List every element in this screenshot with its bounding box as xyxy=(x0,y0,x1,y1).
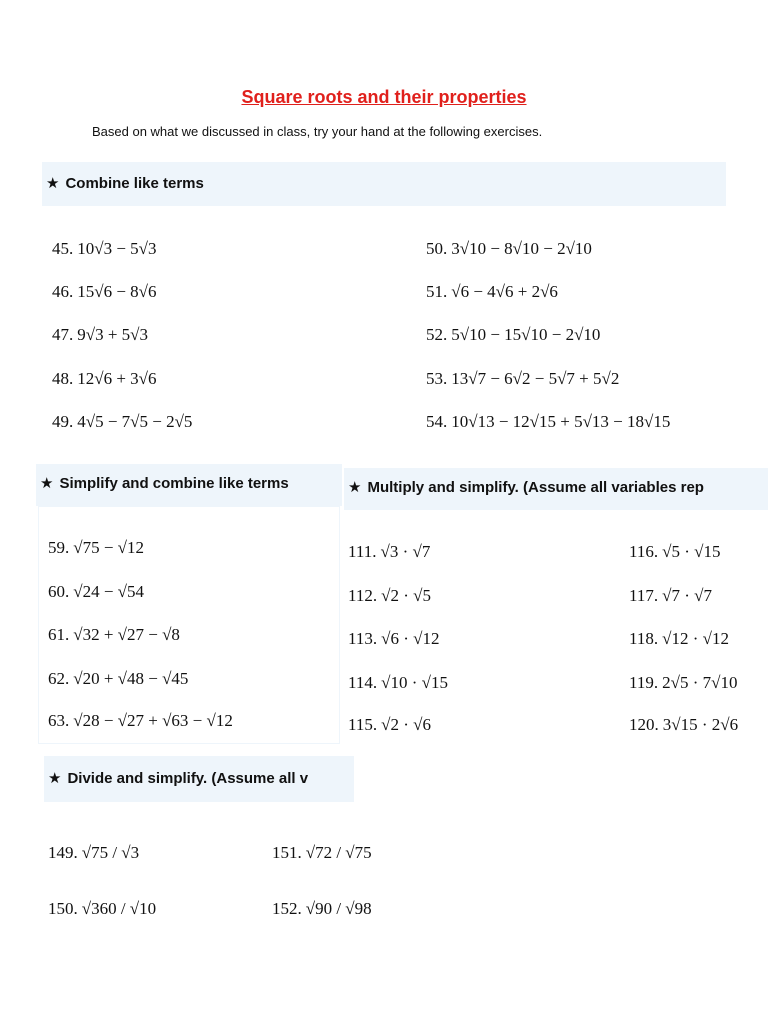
section-header xyxy=(344,468,768,510)
section-header xyxy=(36,464,342,506)
exercise-item: 61. √32 + √27 − √8 xyxy=(48,625,180,644)
exercise-item: 152. √90 / √98 xyxy=(272,899,372,918)
section-header xyxy=(44,756,354,802)
exercise-item: 150. √360 / √10 xyxy=(48,899,157,918)
exercise-item: 119. 2√5 · 7√10 xyxy=(629,673,738,692)
exercise-item: 115. √2 · √6 xyxy=(348,715,431,734)
exercise-item: 51. √6 − 4√6 + 2√6 xyxy=(426,282,558,301)
star-icon: ★ xyxy=(348,479,362,496)
exercise-item: 53. 13√7 − 6√2 − 5√7 + 5√2 xyxy=(426,369,620,388)
star-icon: ★ xyxy=(40,475,54,492)
section-title: Combine like terms xyxy=(65,175,204,192)
exercise-item: 120. 3√15 · 2√6 xyxy=(629,715,739,734)
section-combine-like-terms xyxy=(42,162,726,452)
exercise-item: 118. √12 · √12 xyxy=(629,629,729,648)
exercise-item: 151. √72 / √75 xyxy=(272,843,372,862)
page-title: Square roots and their properties xyxy=(241,87,527,107)
section-multiply xyxy=(344,468,768,746)
exercise-item: 111. √3 · √7 xyxy=(348,542,431,561)
exercise-item: 112. √2 · √5 xyxy=(348,586,431,605)
exercise-item: 54. 10√13 − 12√15 + 5√13 − 18√15 xyxy=(426,412,671,431)
exercise-item: 46. 15√6 − 8√6 xyxy=(52,282,157,301)
exercise-item: 149. √75 / √3 xyxy=(48,843,140,862)
exercise-item: 113. √6 · √12 xyxy=(348,629,440,648)
section-divide xyxy=(44,756,372,936)
intro-text: Based on what we discussed in class, try your hand at the following exercises. xyxy=(92,124,543,139)
star-icon: ★ xyxy=(48,770,62,787)
section-title: Multiply and simplify. (Assume all variables rep xyxy=(367,479,704,496)
exercise-item: 62. √20 + √48 − √45 xyxy=(48,669,189,688)
exercise-item: 114. √10 · √15 xyxy=(348,673,448,692)
section-title: Divide and simplify. (Assume all v xyxy=(67,770,309,787)
exercise-item: 47. 9√3 + 5√3 xyxy=(52,325,148,344)
star-icon: ★ xyxy=(46,175,60,192)
exercise-item: 116. √5 · √15 xyxy=(629,542,721,561)
section-title: Simplify and combine like terms xyxy=(59,475,289,492)
section-header xyxy=(42,162,726,206)
exercise-item: 45. 10√3 − 5√3 xyxy=(52,239,157,258)
exercise-item: 117. √7 · √7 xyxy=(629,586,712,605)
exercise-item: 49. 4√5 − 7√5 − 2√5 xyxy=(52,412,193,431)
exercise-item: 50. 3√10 − 8√10 − 2√10 xyxy=(426,239,592,258)
exercise-item: 59. √75 − √12 xyxy=(48,538,144,557)
exercise-item: 63. √28 − √27 + √63 − √12 xyxy=(48,711,233,730)
section-simplify xyxy=(36,464,342,744)
exercise-item: 60. √24 − √54 xyxy=(48,582,144,601)
exercise-item: 48. 12√6 + 3√6 xyxy=(52,369,157,388)
exercise-item: 52. 5√10 − 15√10 − 2√10 xyxy=(426,325,601,344)
